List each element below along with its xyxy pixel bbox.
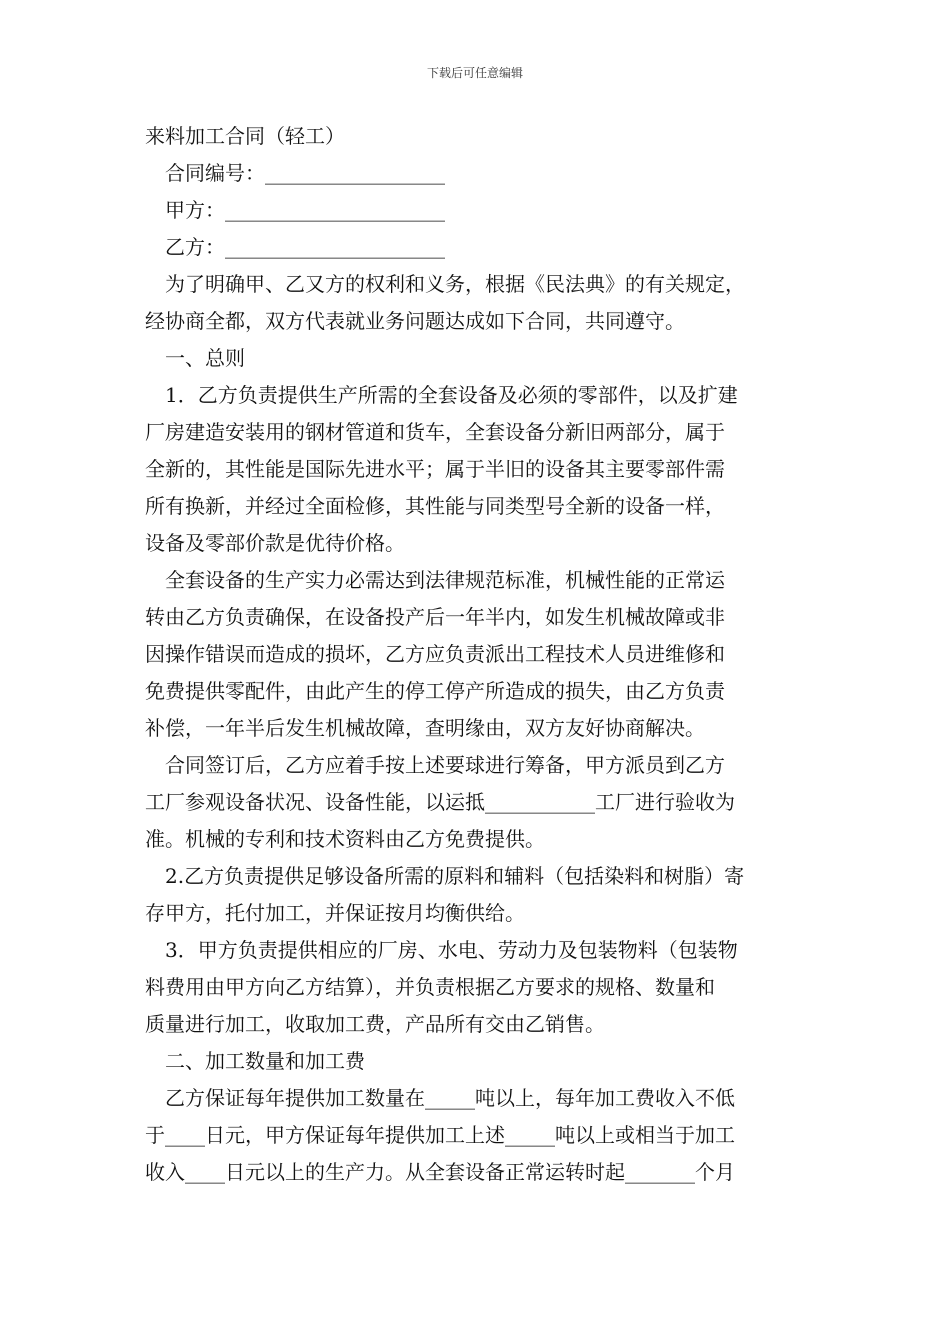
signing-para-line-3: 准。机械的专利和技术资料由乙方免费提供。	[145, 827, 545, 851]
equipment-para-line-2: 转由乙方负责确保，在设备投产后一年半内，如发生机械故障或非	[145, 605, 725, 629]
preamble-line-1: 为了明确甲、乙又方的权利和义务，根据《民法典》的有关规定，	[165, 272, 745, 296]
party-a-line: 甲方：______________________	[165, 198, 445, 222]
clause-3-line-3: 质量进行加工，收取加工费，产品所有交由乙销售。	[145, 1012, 605, 1036]
quantity-para-line-2: 于____日元，甲方保证每年提供加工上述_____吨以上或相当于加工	[145, 1123, 735, 1147]
signing-para-line-1: 合同签订后，乙方应着手按上述要球进行筹备，甲方派员到乙方	[165, 753, 725, 777]
equipment-para-line-3: 因操作错误而造成的损坏，乙方应负责派出工程技术人员进维修和	[145, 642, 725, 666]
equipment-para-line-1: 全套设备的生产实力必需达到法律规范标准，机械性能的正常运	[165, 568, 725, 592]
equipment-para-line-4: 免费提供零配件，由此产生的停工停产所造成的损失，由乙方负责	[145, 679, 725, 703]
contract-number-line: 合同编号：__________________	[165, 161, 445, 185]
clause-1-line-2: 厂房建造安装用的钢材管道和货车，全套设备分新旧两部分，属于	[145, 420, 725, 444]
quantity-para-line-3: 收入____日元以上的生产力。从全套设备正常运转时起_______个月	[145, 1160, 735, 1184]
preamble-line-2: 经协商全都，双方代表就业务问题达成如下合同，共同遵守。	[145, 309, 685, 333]
clause-2-line-2: 存甲方，托付加工，并保证按月均衡供给。	[145, 901, 525, 925]
clause-1-line-1: 1．乙方负责提供生产所需的全套设备及必须的零部件，以及扩建	[165, 383, 738, 407]
clause-3-line-1: 3．甲方负责提供相应的厂房、水电、劳动力及包装物料（包装物	[165, 938, 738, 962]
contract-title: 来料加工合同（轻工）	[145, 124, 345, 148]
contract-body	[145, 118, 813, 1191]
clause-1-line-3: 全新的，其性能是国际先进水平；属于半旧的设备其主要零部件需	[145, 457, 725, 481]
page-header-note: 下载后可任意编辑	[426, 66, 523, 80]
section-heading-general: 一、总则	[165, 346, 245, 370]
clause-1-line-4: 所有换新，并经过全面检修，其性能与同类型号全新的设备一样，	[145, 494, 725, 518]
clause-1-line-5: 设备及零部价款是优待价格。	[145, 531, 405, 555]
clause-2-line-1: 2.乙方负责提供足够设备所需的原料和辅料（包括染料和树脂）寄	[165, 864, 745, 888]
quantity-para-line-1: 乙方保证每年提供加工数量在_____吨以上，每年加工费收入不低	[165, 1086, 735, 1110]
equipment-para-line-5: 补偿，一年半后发生机械故障，查明缘由，双方友好协商解决。	[145, 716, 705, 740]
section-heading-quantity: 二、加工数量和加工费	[165, 1049, 365, 1073]
party-b-line: 乙方：______________________	[165, 235, 445, 259]
clause-3-line-2: 料费用由甲方向乙方结算），并负责根据乙方要求的规格、数量和	[145, 975, 715, 999]
signing-para-line-2: 工厂参观设备状况、设备性能，以运抵___________工厂进行验收为	[145, 790, 735, 814]
